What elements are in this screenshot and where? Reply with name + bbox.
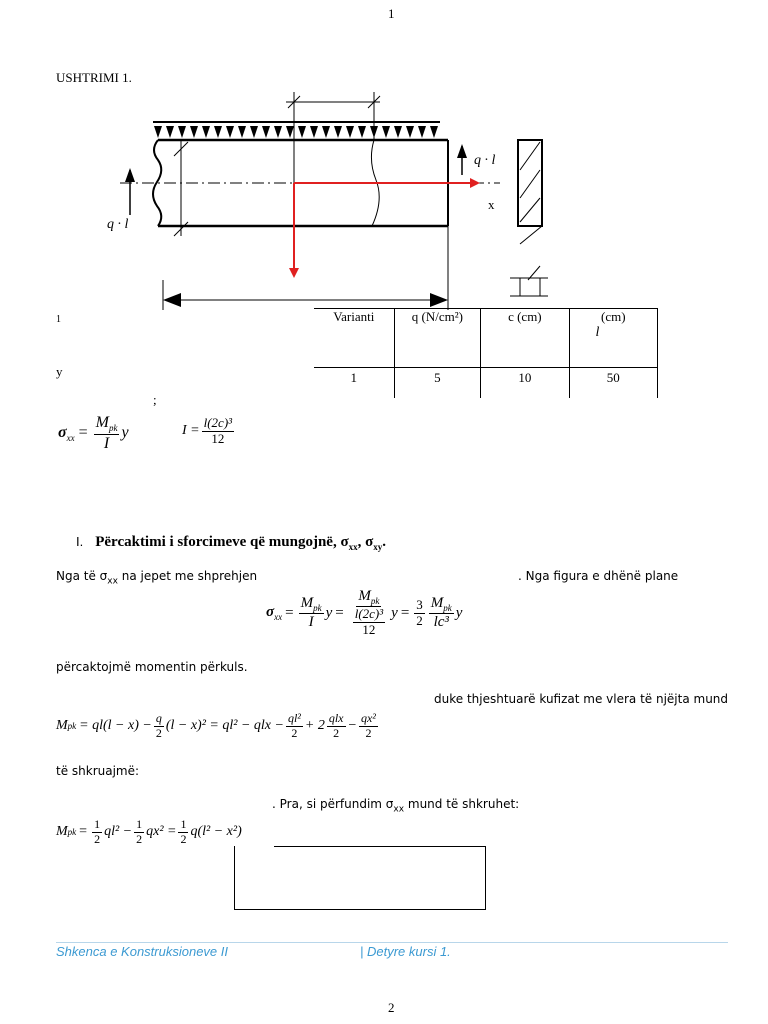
var-y: y <box>391 604 398 621</box>
load-arrow <box>274 126 282 138</box>
load-arrow <box>346 126 354 138</box>
footer-rule <box>56 942 728 943</box>
para-text: . Pra, si përfundim σ <box>272 797 394 811</box>
frac-den: 2 <box>136 831 143 846</box>
frac-den: 2 <box>333 725 340 740</box>
table-row <box>314 368 658 399</box>
load-arrow <box>154 126 162 138</box>
sigma-sub: xx <box>274 612 283 623</box>
load-arrow <box>394 126 402 138</box>
load-arrow <box>226 126 234 138</box>
para-text: mund të shkruhet: <box>404 797 520 811</box>
frac-den: 2 <box>180 831 187 846</box>
section-sub2: xy <box>373 542 383 552</box>
frac-den: 2 <box>365 725 372 740</box>
page-number-bottom: 2 <box>388 1000 395 1015</box>
load-arrow <box>406 126 414 138</box>
stray-label-semicolon: ; <box>153 392 157 407</box>
frac-num: l(2c)³ <box>354 606 384 622</box>
footer-right: | Detyre kursi 1. <box>360 944 451 959</box>
section-mid: , σ <box>357 534 374 550</box>
table-cell: 1 <box>314 368 394 399</box>
load-arrow <box>418 126 426 138</box>
load-arrow <box>334 126 342 138</box>
axis-x-label: x <box>488 197 495 212</box>
formula-moment <box>56 712 380 741</box>
formula-moment-final <box>56 818 242 847</box>
table-header-row <box>314 309 658 368</box>
frac-num-sub: pk <box>370 596 380 606</box>
load-arrow <box>250 126 258 138</box>
load-arrow <box>310 126 318 138</box>
var-y: y <box>455 604 463 621</box>
exercise-title: USHTRIMI 1. <box>56 70 132 85</box>
table-header-extra: l <box>595 325 600 340</box>
load-arrow <box>166 126 174 138</box>
load-arrow <box>262 126 270 138</box>
load-label-left: q · l <box>107 217 129 232</box>
paragraph-simplify: duke thjeshtuarë kufizat me vlera të njëjta mund <box>434 692 729 706</box>
formula-term: = ql(l − x) − <box>79 718 152 734</box>
moment-lhs-sub: pk <box>67 827 77 838</box>
table-header-cell: c (cm) <box>481 309 569 368</box>
frac-den: 12 <box>211 430 225 446</box>
frac-den: 2 <box>291 725 298 740</box>
var-y: y <box>325 604 333 621</box>
table-cell: 10 <box>481 368 569 399</box>
load-label-right: q · l <box>474 153 496 168</box>
frac-den: I <box>103 434 110 452</box>
paragraph-moment: përcaktojmë momentin përkuls. <box>56 660 248 674</box>
stray-label-y: y <box>56 364 63 379</box>
load-arrow <box>286 126 294 138</box>
formula-term: − <box>347 718 357 734</box>
table-header-cell <box>569 309 657 368</box>
formula-term: + 2 <box>304 718 325 734</box>
answer-box <box>234 846 486 910</box>
paragraph-intro-right: . Nga figura e dhënë plane <box>518 569 679 583</box>
paragraph-conclusion <box>272 797 519 814</box>
load-arrow <box>322 126 330 138</box>
frac-num: M <box>300 594 314 611</box>
frac-den: 2 <box>155 725 162 740</box>
para-text: Nga të σ <box>56 569 108 583</box>
table-cell: 5 <box>394 368 481 399</box>
load-arrow <box>358 126 366 138</box>
load-arrow <box>178 126 186 138</box>
page-number-top: 1 <box>388 6 395 21</box>
formula-term: (l − x)² = ql² − qlx − <box>165 718 284 734</box>
section-end: . <box>382 534 387 550</box>
stray-label-one: 1 <box>56 314 61 325</box>
formula-moment-inertia <box>182 416 236 447</box>
load-arrow <box>190 126 198 138</box>
frac-num: 1 <box>94 817 101 831</box>
load-arrow <box>214 126 222 138</box>
table-cell: 50 <box>569 368 657 399</box>
frac-num: qx² <box>360 711 376 725</box>
frac-num: 1 <box>180 817 187 831</box>
distributed-load-arrows <box>154 126 438 138</box>
load-arrow <box>382 126 390 138</box>
sigma-symbol: σ <box>58 423 67 441</box>
footer-left: Shkenca e Konstruksioneve II <box>56 944 228 959</box>
section-heading <box>76 534 386 552</box>
formula-term: q(l² − x²) <box>190 824 242 840</box>
paragraph-write: të shkruajmë: <box>56 764 140 778</box>
load-arrow <box>430 126 438 138</box>
sigma-symbol: σ <box>266 604 275 621</box>
table-header-cell: Varianti <box>314 309 394 368</box>
load-arrow <box>202 126 210 138</box>
section-sub1: xx <box>348 542 358 552</box>
frac-num: M <box>358 588 371 604</box>
frac-den: I <box>308 614 314 631</box>
var-y: y <box>121 424 129 442</box>
frac-num: 3 <box>416 596 423 612</box>
inertia-lhs: I = <box>182 423 200 439</box>
frac-num: 1 <box>136 817 143 831</box>
frac-num: l(2c)³ <box>203 415 233 430</box>
formula-term: = <box>79 824 88 840</box>
frac-den: 2 <box>416 612 423 628</box>
moment-lhs: M <box>56 824 68 840</box>
load-arrow <box>298 126 306 138</box>
para-sub: xx <box>393 804 405 815</box>
frac-num: ql² <box>287 711 301 725</box>
load-arrow <box>238 126 246 138</box>
frac-num: M <box>430 594 444 611</box>
frac-num: M <box>95 414 109 431</box>
formula-sigma-expanded: $\sigma_{xx}$ = $\frac{M_{pk}}{I}$ y = $\frac{M_{pk}}{\frac{\text{l(2c)³}}{12}}$ y = $\frac{3}{2}$ $\frac{M_{pk}}{\text{lc³}}$ y <box>266 588 463 638</box>
section-number: I. <box>76 534 84 549</box>
sigma-sub: xx <box>66 433 75 444</box>
moment-lhs: M <box>56 718 68 734</box>
moment-lhs-sub: pk <box>67 721 77 732</box>
table-header-cell-text: (cm) <box>601 309 626 324</box>
frac-den: 2 <box>94 831 101 846</box>
frac-num: qlx <box>328 711 344 725</box>
para-sub: xx <box>107 576 118 587</box>
frac-num-sub: pk <box>313 602 322 613</box>
frac-num-sub: pk <box>443 602 452 613</box>
section-title: Përcaktimi i sforcimeve që mungojnë, σ <box>95 534 349 550</box>
frac-den: 12 <box>362 622 376 638</box>
paragraph-intro <box>56 569 257 586</box>
variant-table <box>314 308 658 398</box>
table-header-cell: q (N/cm²) <box>394 309 481 368</box>
frac-num: q <box>155 711 162 725</box>
formula-term: ql² − <box>104 824 133 840</box>
beam-figure <box>0 0 768 310</box>
formula-sigma-xx: $\sigma_{xx}$ = $\frac{M_{pk}}{I}$ y <box>58 414 129 452</box>
para-text: na jepet me shprehjen <box>117 569 258 583</box>
frac-den: lc³ <box>433 614 449 631</box>
formula-term: qx² = <box>146 824 177 840</box>
frac-num-sub: pk <box>108 423 118 434</box>
